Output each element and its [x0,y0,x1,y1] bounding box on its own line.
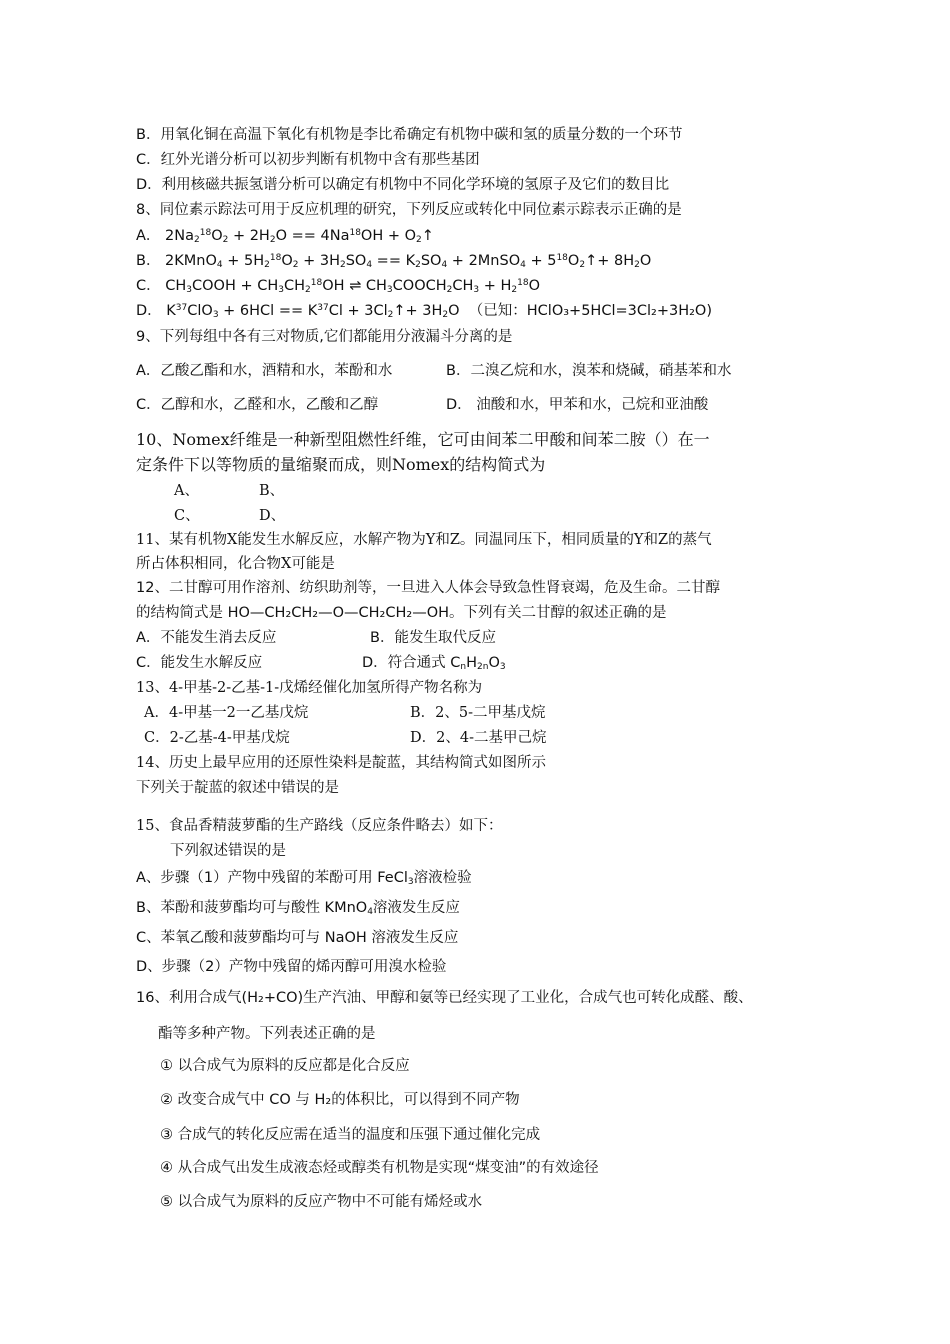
q10-option-c: C、 [174,508,200,524]
q8-option-c: C． $CH_3COOH + CH_3CH_2^{18}OH$ ⇌ $CH_3COOCH_2CH_3 + H_2^{18}O$ [136,278,541,295]
q15-stem: 15、食品香精菠萝酯的生产路线（反应条件略去）如下： [136,818,503,834]
q15-option-b-text: B、苯酚和菠萝酯均可与酸性 KMnO [136,900,368,916]
q8-stem: 8、同位素示踪法可用于反应机理的研究，下列反应或转化中同位素示踪表示正确的是 [136,202,682,218]
q10-line1: 10、Nomex纤维是一种新型阻燃性纤维，它可由间苯二甲酸和间苯二胺（）在一 [136,430,710,449]
q9-option-a: A．乙酸乙酯和水，酒精和水，苯酚和水 [136,363,393,379]
q15-option-c: C、苯氧乙酸和菠萝酯均可与 NaOH 溶液发生反应 [136,930,459,946]
q16-statement-1: ① 以合成气为原料的反应都是化合反应 [160,1058,410,1074]
q10-option-d: D、 [259,508,286,524]
q9-stem: 9、下列每组中各有三对物质,它们都能用分液漏斗分离的是 [136,329,513,345]
q9-option-d: D． 油酸和水，甲苯和水，己烷和亚油酸 [446,397,709,413]
q10-option-a: A、 [174,483,199,499]
q15-option-a-tail: 溶液检验 [413,870,472,886]
q16-line2: 酯等多种产物。下列表述正确的是 [158,1026,376,1042]
q13-option-a: A．4-甲基一2一乙基戊烷 [144,705,309,721]
q15-subprompt: 下列叙述错误的是 [170,843,286,859]
q7-option-c: C．红外光谱分析可以初步判断有机物中含有那些基团 [136,152,480,168]
q11-line1: 11、某有机物X能发生水解反应，水解产物为Y和Z。同温同压下，相同质量的Y和Z的蒸气 [136,532,712,548]
q15-option-a [136,868,472,888]
q10-line2: 定条件下以等物质的量缩聚而成，则Nomex的结构简式为 [136,455,546,474]
q10-option-b: B、 [259,483,285,499]
q12-line2: 的结构简式是 HO—CH₂CH₂—O—CH₂CH₂—OH。下列有关二甘醇的叙述正确的是 [136,605,667,621]
q15-option-b [136,898,460,918]
q8-option-a: A． $2Na_2^{18}O_2 + 2H_2O == 4Na^{18}OH$ + $O_2↑$ [136,228,434,245]
q9-option-c: C．乙醇和水，乙醛和水，乙酸和乙醇 [136,397,379,413]
q8-option-b: B． 2KMnO$_4$ + $5H_2^{18}O_2 + 3H_2SO_4 == K_2SO_4$ + 2MnSO$_4$ + $5^{18}O_2↑+ 8H_2O$ [136,253,652,270]
q7-option-b: B．用氧化铜在高温下氧化有机物是李比希确定有机物中碳和氢的质量分数的一个环节 [136,127,683,143]
q7-option-d: D．利用核磁共振氢谱分析可以确定有机物中不同化学环境的氢原子及它们的数目比 [136,177,670,193]
q13-option-d: D．2、4-二基甲己烷 [410,730,547,746]
q16-statement-5: ⑤ 以合成气为原料的反应产物中不可能有烯烃或水 [160,1194,483,1210]
q16-statement-2: ② 改变合成气中 CO 与 H₂的体积比，可以得到不同产物 [160,1092,520,1108]
q16-line1: 16、利用合成气(H₂+CO)生产汽油、甲醇和氨等已经实现了工业化，合成气也可转化成醛、酸、 [136,990,753,1006]
q13-option-c: C．2-乙基-4-甲基戊烷 [144,730,290,746]
q14-line1: 14、历史上最早应用的还原性染料是靛蓝，其结构简式如图所示 [136,755,546,771]
q8-note: （已知：HClO₃+5HCl=3Cl₂+3H₂O) [468,303,712,319]
q13-option-b: B．2、5-二甲基戊烷 [410,705,546,721]
q8-option-d: D． $K^{37}ClO_3 + 6HCl == K^{37}Cl$ + $3Cl_2↑+ 3H_2O$ （已知：HClO₃+5HCl=3Cl₂+3H₂O) [136,303,712,320]
q13-stem: 13、4-甲基-2-乙基-1-戊烯经催化加氢所得产物名称为 [136,680,483,696]
q16-statement-3: ③ 合成气的转化反应需在适当的温度和压强下通过催化完成 [160,1127,541,1143]
q15-option-a-sub: 3 [407,877,414,887]
q9-option-b: B．二溴乙烷和水，溴苯和烧碱，硝基苯和水 [446,363,732,379]
q12-option-d: D．符合通式 $C_nH_{2n}O_3$ [362,655,506,672]
q15-option-b-sub: 4 [367,907,373,917]
q14-line2: 下列关于靛蓝的叙述中错误的是 [136,780,339,796]
q12-option-b: B．能发生取代反应 [370,630,496,646]
q12-option-a: A．不能发生消去反应 [136,630,277,646]
q15-option-d: D、步骤（2）产物中残留的烯丙醇可用溴水检验 [136,959,447,975]
q11-line2: 所占体积相同，化合物X可能是 [136,556,335,572]
q12-line1: 12、二甘醇可用作溶剂、纺织助剂等，一旦进入人体会导致急性肾衰竭，危及生命。二甘醇 [136,580,720,596]
q12-option-d-label: D．符合通式 [362,655,451,671]
q12-option-c: C．能发生水解反应 [136,655,263,671]
q16-statement-4: ④ 从合成气出发生成液态烃或醇类有机物是实现“煤变油”的有效途径 [160,1160,599,1176]
q15-option-a-text: A、步骤（1）产物中残留的苯酚可用 FeCl [136,870,408,886]
q15-option-b-tail: 溶液发生反应 [372,900,460,916]
